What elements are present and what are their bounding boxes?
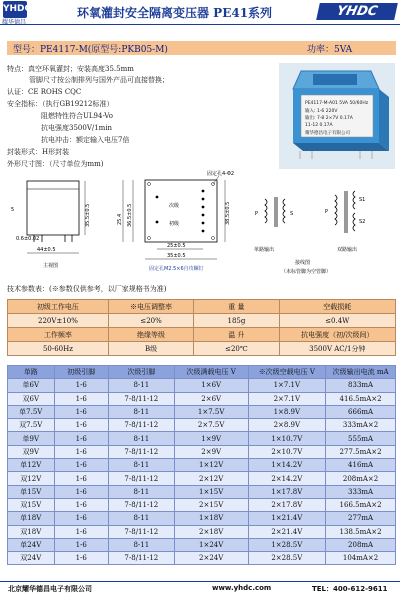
table-cell: 1-6: [54, 472, 108, 485]
table-cell: 2×14.2V: [248, 472, 326, 485]
table-cell: 1-6: [54, 538, 108, 551]
spec-header: 重 量: [194, 300, 279, 314]
table-cell: 双18V: [8, 525, 55, 538]
schematic-label: 双路输出: [337, 247, 358, 253]
dim-label: 25±0.5: [167, 243, 186, 249]
feature-line: 阻燃特性符合UL94-Vo: [41, 112, 113, 120]
company-logo: YHDC: [3, 1, 27, 18]
table-row: [8, 512, 396, 525]
drawing-text: 次级: [169, 203, 180, 209]
coil-label: S1: [359, 197, 366, 203]
table-row: [8, 552, 396, 565]
table-row: [8, 392, 396, 405]
table-cell: 单12V: [8, 459, 55, 472]
table-cell: 2×7.1V: [248, 392, 326, 405]
table-cell: 1×12V: [174, 459, 248, 472]
table-cell: 208mA×2: [326, 472, 396, 485]
table-cell: 1×8.9V: [248, 405, 326, 418]
table-row: [8, 485, 396, 498]
table-header: 次级输出电流 mA: [326, 366, 396, 379]
dim-label: 0.6±0.02: [16, 236, 40, 242]
model-bar: [7, 41, 396, 55]
product-label-line: 输入: 1-6 220V: [305, 109, 338, 114]
spec-header: 空载损耗: [279, 300, 395, 314]
feature-line: 认证：CE ROHS CQC: [7, 88, 82, 96]
table-cell: 7-8/11-12: [108, 392, 174, 405]
table-header: 初级引脚: [54, 366, 108, 379]
spec-value: 220V±10%: [8, 314, 109, 328]
coil-label: S: [290, 211, 294, 217]
table-row: [8, 459, 396, 472]
table-cell: 416mA: [326, 459, 396, 472]
table-cell: 1-6: [54, 445, 108, 458]
dim-label: 25.4: [117, 213, 123, 225]
table-cell: 104mA×2: [326, 552, 396, 565]
table-cell: 1×6V: [174, 379, 248, 392]
table-cell: 单24V: [8, 538, 55, 551]
footer-company: 北京耀华德昌电子有限公司: [8, 585, 92, 593]
table-header: 次级引脚: [108, 366, 174, 379]
table-cell: 单9V: [8, 432, 55, 445]
power-label: 功率：5VA: [307, 45, 353, 55]
table-cell: 2×9V: [174, 445, 248, 458]
table-cell: 833mA: [326, 379, 396, 392]
spec-value: 3500V AC/1分钟: [279, 342, 395, 356]
footer: [0, 581, 400, 595]
table-row: [8, 525, 396, 538]
table-cell: 1-6: [54, 485, 108, 498]
table-cell: 2×18V: [174, 525, 248, 538]
coil-label: S2: [359, 219, 366, 225]
feature-line: 安全指标：（执行GB19212标准）: [7, 100, 114, 108]
table-cell: 1-6: [54, 432, 108, 445]
table-cell: 单15V: [8, 485, 55, 498]
table-cell: 1×18V: [174, 512, 248, 525]
table-cell: 1×17.8V: [248, 485, 326, 498]
coil-label: P: [255, 211, 259, 217]
table-cell: 8-11: [108, 432, 174, 445]
page-title: 环氧灌封安全隔离变压器 PE41系列: [77, 6, 273, 20]
table-cell: 双6V: [8, 392, 55, 405]
feature-line: 抗电冲击：额定输入电压7倍: [41, 136, 130, 144]
table-cell: 7-8/11-12: [108, 525, 174, 538]
table-row: [8, 498, 396, 511]
table-cell: 单7.5V: [8, 405, 55, 418]
table-cell: 2×28.5V: [248, 552, 326, 565]
table-cell: 8-11: [108, 379, 174, 392]
product-label-line: PE4117-M-A01 5VA 50/60Hz: [305, 101, 369, 106]
table-cell: 2×7.5V: [174, 419, 248, 432]
table-cell: 1-6: [54, 379, 108, 392]
table-cell: 8-11: [108, 485, 174, 498]
footer-tel: TEL：400-612-9611: [312, 585, 388, 593]
schematic-note: （未标管脚为空管脚）: [281, 269, 332, 275]
output-table: [7, 365, 396, 565]
schematic-label: 单路输出: [254, 247, 275, 253]
table-cell: 1-6: [54, 525, 108, 538]
table-cell: 1-6: [54, 459, 108, 472]
table-cell: 138.5mA×2: [326, 525, 396, 538]
table-cell: 双9V: [8, 445, 55, 458]
table-cell: 8-11: [108, 538, 174, 551]
product-photo: [279, 63, 395, 169]
dim-label: 44±0.5: [37, 247, 56, 253]
table-header: 单路: [8, 366, 55, 379]
feature-line: 抗电强度3500V/1min: [41, 124, 113, 132]
spec-value: ≤0.4W: [279, 314, 395, 328]
table-row: [8, 445, 396, 458]
table-cell: 8-11: [108, 512, 174, 525]
feature-line: 管脚尺寸按公制排列与国外产品可直接替换；: [29, 76, 169, 84]
schematic-label: 接线图: [295, 260, 311, 266]
table-cell: 2×24V: [174, 552, 248, 565]
table-header: 次级满载电压 V: [174, 366, 248, 379]
table-row: [8, 538, 396, 551]
dim-label: 35±0.5: [167, 253, 186, 259]
table-row: [8, 419, 396, 432]
table-cell: 1-6: [54, 512, 108, 525]
table-cell: 277mA: [326, 512, 396, 525]
dim-label: 35.5±0.5: [85, 203, 91, 227]
spec-header: 抗电强度（初/次级间）: [279, 328, 395, 342]
table-cell: 1-6: [54, 419, 108, 432]
spec-value: 50-60Hz: [8, 342, 109, 356]
brand-logo: YHDC: [316, 3, 398, 20]
table-cell: 双12V: [8, 472, 55, 485]
table-cell: 2×10.7V: [248, 445, 326, 458]
table-cell: 7-8/11-12: [108, 419, 174, 432]
spec-title: 技术参数表：(※参数仅供参考，以厂家规格书为准): [7, 285, 167, 293]
spec-table: [7, 299, 396, 356]
table-cell: 双24V: [8, 552, 55, 565]
table-cell: 2×17.8V: [248, 498, 326, 511]
table-cell: 7-8/11-12: [108, 498, 174, 511]
footer-web: www.yhdc.com: [212, 584, 272, 592]
spec-header: ※电压调整率: [108, 300, 193, 314]
header: [0, 0, 400, 25]
spec-header: 工作频率: [8, 328, 109, 342]
spec-header: 初级工作电压: [8, 300, 109, 314]
table-cell: 416.5mA×2: [326, 392, 396, 405]
table-cell: 333mA×2: [326, 419, 396, 432]
product-label-line: 11-12 0.17A: [305, 123, 333, 128]
table-row: [8, 432, 396, 445]
drawing-text: 初级: [169, 221, 180, 227]
spec-value: 185g: [194, 314, 279, 328]
table-cell: 7-8/11-12: [108, 472, 174, 485]
table-cell: 7-8/11-12: [108, 552, 174, 565]
table-row: [8, 472, 396, 485]
spec-header: 温 升: [194, 328, 279, 342]
table-cell: 1×21.4V: [248, 512, 326, 525]
table-cell: 277.5mA×2: [326, 445, 396, 458]
spec-value: ≤20℃: [194, 342, 279, 356]
table-header: ※次级空载电压 V: [248, 366, 326, 379]
table-cell: 8-11: [108, 405, 174, 418]
feature-line: 外形尺寸图：（尺寸单位为mm): [7, 160, 104, 168]
table-cell: 单18V: [8, 512, 55, 525]
view-label: 主视图: [43, 263, 59, 269]
table-cell: 1-6: [54, 552, 108, 565]
table-cell: 166.5mA×2: [326, 498, 396, 511]
table-cell: 208mA: [326, 538, 396, 551]
dim-label: 固定孔4-Φ2: [207, 171, 235, 177]
company-logo-subtitle: 耀华德昌: [2, 19, 27, 26]
table-cell: 7-8/11-12: [108, 445, 174, 458]
hole-note: 固定孔M2.5×6自攻螺钉: [149, 266, 204, 272]
table-cell: 双15V: [8, 498, 55, 511]
table-cell: 1×9V: [174, 432, 248, 445]
dimension-drawing: [7, 167, 395, 282]
spec-value: B级: [108, 342, 193, 356]
table-cell: 1-6: [54, 405, 108, 418]
table-cell: 1×7.5V: [174, 405, 248, 418]
product-label-line: 输出: 7-8 2×7V 0.17A: [305, 116, 353, 121]
table-cell: 333mA: [326, 485, 396, 498]
table-cell: 单6V: [8, 379, 55, 392]
table-cell: 8-11: [108, 459, 174, 472]
dim-label: 36.5±0.5: [127, 203, 133, 227]
table-cell: 2×8.9V: [248, 419, 326, 432]
dim-label: 5: [11, 207, 15, 213]
table-cell: 1×15V: [174, 485, 248, 498]
table-cell: 2×21.4V: [248, 525, 326, 538]
spec-header: 绝缘等级: [108, 328, 193, 342]
table-cell: 双7.5V: [8, 419, 55, 432]
table-row: [8, 379, 396, 392]
table-cell: 666mA: [326, 405, 396, 418]
model-label: 型号：PE4117-M(原型号:PKB05-M): [13, 45, 168, 55]
table-cell: 1×14.2V: [248, 459, 326, 472]
table-cell: 1-6: [54, 498, 108, 511]
table-cell: 2×6V: [174, 392, 248, 405]
feature-line: 封装形式：H形封装: [7, 148, 70, 156]
table-cell: 2×12V: [174, 472, 248, 485]
feature-line: 特点：真空环氧灌封；安装高度35.5mm: [7, 65, 134, 73]
table-cell: 1×24V: [174, 538, 248, 551]
table-cell: 1-6: [54, 392, 108, 405]
table-cell: 2×15V: [174, 498, 248, 511]
dim-label: 38.5±0.5: [225, 201, 231, 225]
table-cell: 1×7.1V: [248, 379, 326, 392]
product-label-line: 耀华德昌电子有限公司: [305, 131, 350, 136]
table-cell: 555mA: [326, 432, 396, 445]
table-cell: 1×10.7V: [248, 432, 326, 445]
table-cell: 1×28.5V: [248, 538, 326, 551]
coil-label: P: [325, 209, 329, 215]
spec-value: ≤20%: [108, 314, 193, 328]
table-row: [8, 405, 396, 418]
